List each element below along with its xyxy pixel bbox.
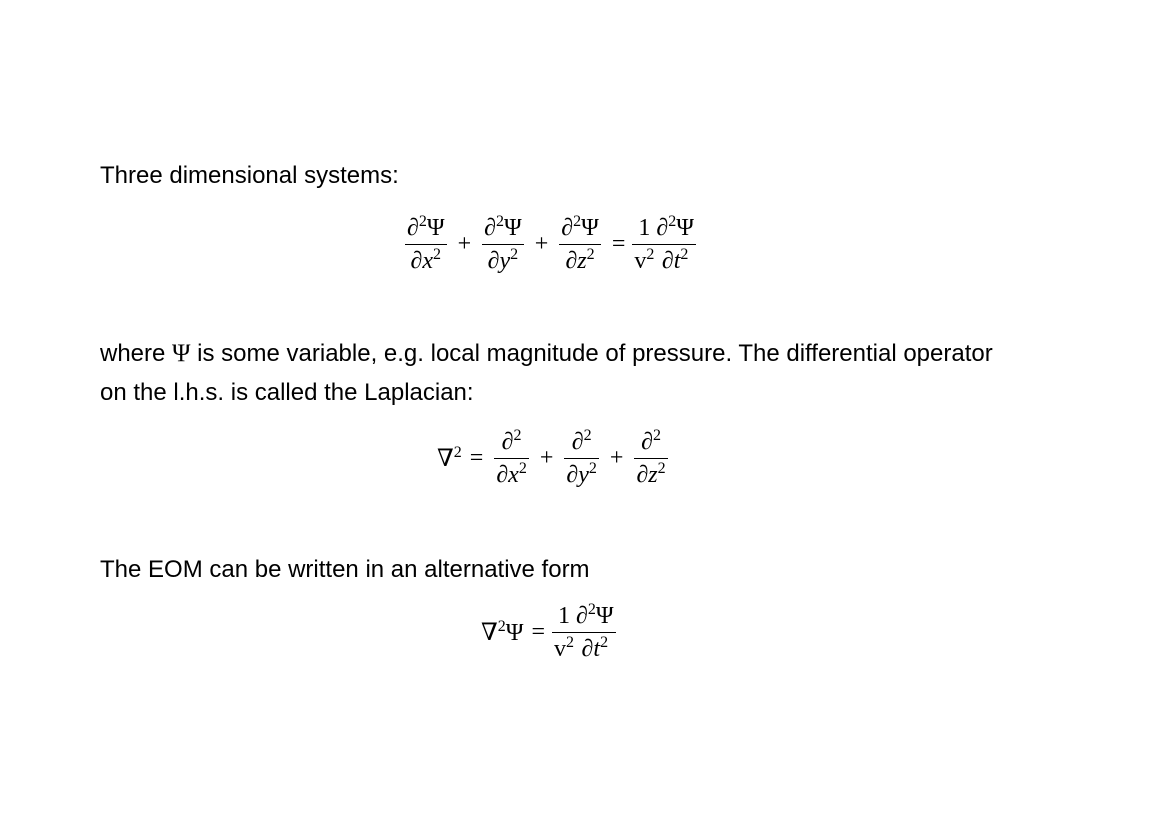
fraction-one-over-v2: $\frac{1}{v^2}$ xyxy=(634,215,655,274)
fraction-d2-dz2: $\frac{\partial^2}{\partial z^2}$ xyxy=(636,427,666,488)
paragraph-psi-description: where Ψ is some variable, e.g. local magnitude of pressure. The differential operator xyxy=(100,340,993,367)
fraction-d2psi-dt2: $\frac{\partial^2\Psi}{\partial t^2}$ xyxy=(656,213,694,274)
fraction-d2psi-dy2: $\frac{\partial^2\Psi}{\partial y^2}$ xyxy=(484,213,522,274)
psi-symbol: Ψ xyxy=(172,340,191,367)
fraction-d2psi-dz2: $\frac{\partial^2\Psi}{\partial z^2}$ xyxy=(561,213,599,274)
eom-alternative-equation xyxy=(481,602,615,663)
paragraph-eom-alternative: The EOM can be written in an alternative form xyxy=(100,556,590,583)
fraction-one-over-v2: $\frac{1}{v^2}$ xyxy=(554,603,575,662)
nabla-squared: ∇$^2$ xyxy=(437,444,462,472)
fraction-d2psi-dx2: $\frac{\partial^2\Psi}{\partial x^2}$ xyxy=(407,213,445,274)
plus-operator: + xyxy=(609,445,624,471)
equals-operator: = xyxy=(469,445,484,471)
equals-operator: = xyxy=(531,619,546,645)
equals-operator: = xyxy=(611,231,626,257)
plus-operator: + xyxy=(534,231,549,257)
plus-operator: + xyxy=(457,231,472,257)
laplacian-equation xyxy=(437,428,671,489)
fraction-d2-dy2: $\frac{\partial^2}{\partial y^2}$ xyxy=(566,427,597,488)
section-heading-three-dimensional xyxy=(100,156,399,195)
wave-equation xyxy=(402,214,695,275)
paragraph-laplacian-intro: on the l.h.s. is called the Laplacian: xyxy=(100,379,474,406)
fraction-d2psi-dt2: $\frac{\partial^2\Psi}{\partial t^2}$ xyxy=(576,601,614,662)
paragraph-text: Three dimensional systems: xyxy=(100,162,399,189)
nabla-squared-psi: ∇$^2$Ψ xyxy=(481,618,524,646)
fraction-d2-dx2: $\frac{\partial^2}{\partial x^2}$ xyxy=(496,427,527,488)
plus-operator: + xyxy=(539,445,554,471)
